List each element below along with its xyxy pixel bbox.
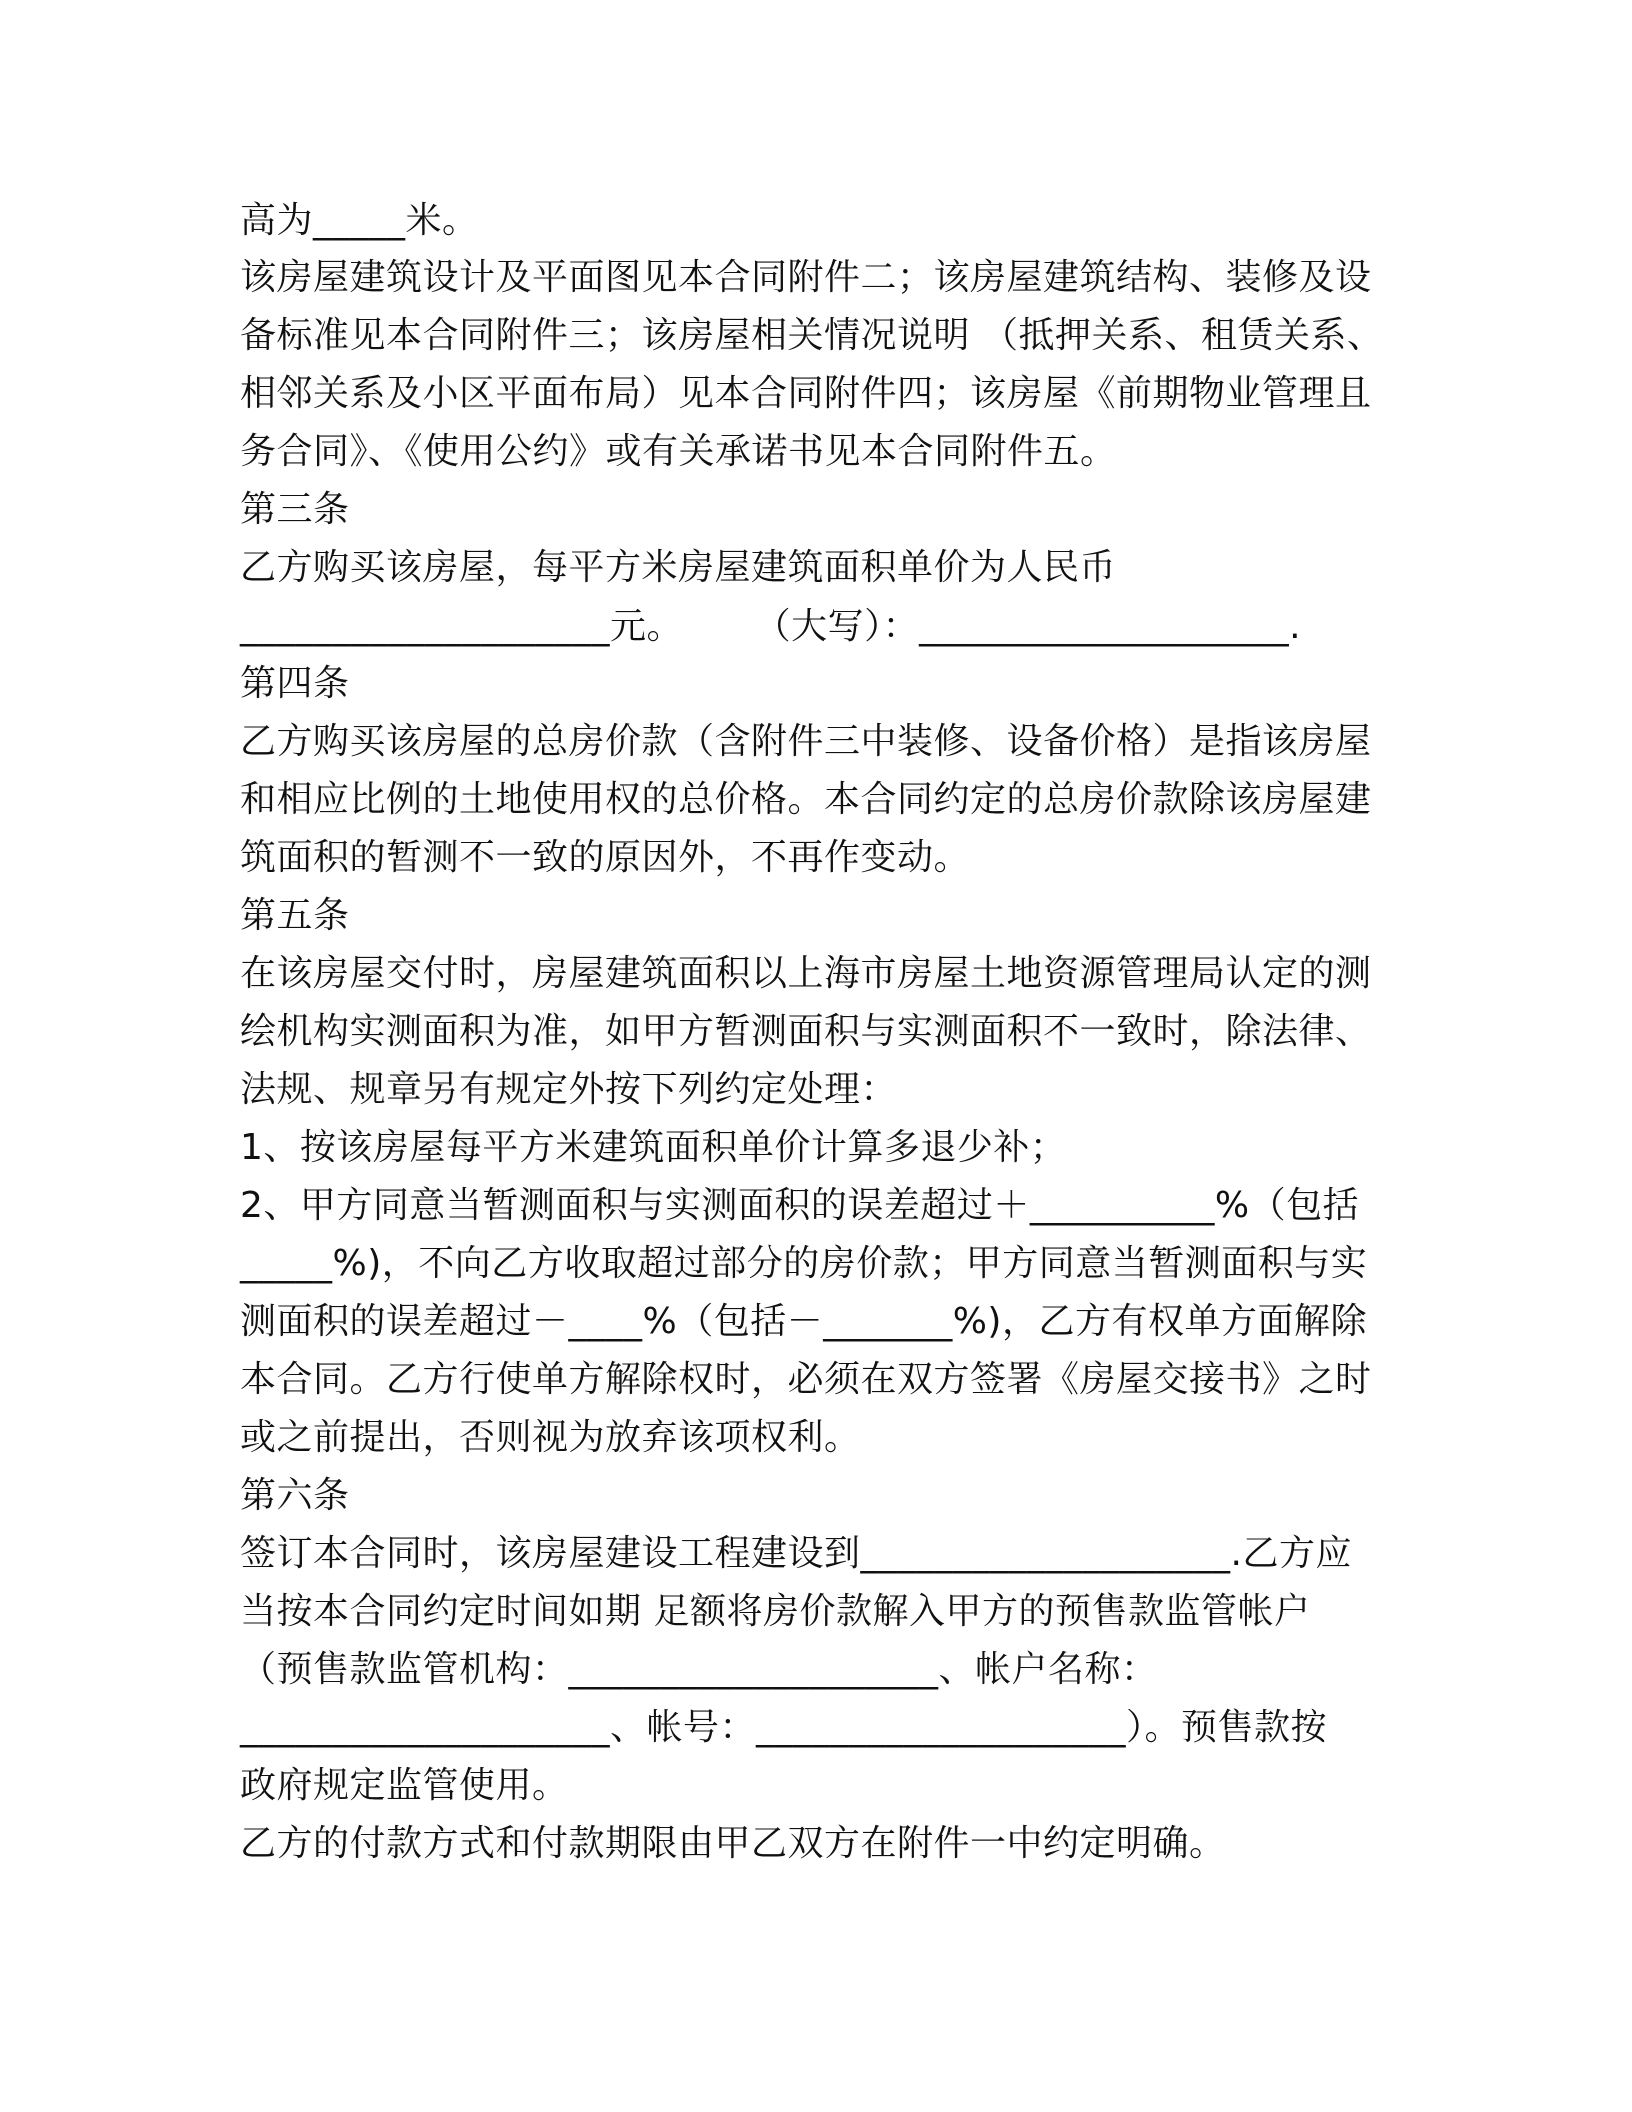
- text-line: 乙方购买该房屋的总房价款（含附件三中装修、设备价格）是指该房屋: [240, 721, 1372, 762]
- text-line: 法规、规章另有规定外按下列约定处理：: [240, 1069, 898, 1110]
- text-line: 乙方购买该房屋，每平方米房屋建筑面积单价为人民币: [240, 547, 1117, 588]
- text-line: 或之前提出，否则视为放弃该项权利。: [240, 1417, 861, 1458]
- text-line: 乙方的付款方式和付款期限由甲乙双方在附件一中约定明确。: [240, 1823, 1226, 1864]
- text-line: ____________________元。 （大写）：____________________.: [240, 606, 1302, 647]
- text-line: 绘机构实测面积为准，如甲方暂测面积与实测面积不一致时，除法律、: [240, 1011, 1372, 1052]
- text-line: _____%)，不向乙方收取超过部分的房价款；甲方同意当暂测面积与实: [240, 1243, 1368, 1284]
- text-line: 1、按该房屋每平方米建筑面积单价计算多退少补；: [240, 1127, 1067, 1168]
- text-line: 2、甲方同意当暂测面积与实测面积的误差超过＋__________%（包括: [240, 1185, 1360, 1226]
- text-line: （预售款监管机构：____________________、帐户名称：: [240, 1649, 1158, 1690]
- text-line: 和相应比例的土地使用权的总价格。本合同约定的总房价款除该房屋建: [240, 779, 1372, 820]
- article-heading: 第三条: [240, 489, 350, 530]
- text-line: 测面积的误差超过－____%（包括－_______%)，乙方有权单方面解除: [240, 1301, 1367, 1342]
- text-line: 签订本合同时，该房屋建设工程建设到____________________.乙方应: [240, 1533, 1352, 1574]
- text-line: 政府规定监管使用。: [240, 1765, 569, 1806]
- text-line: 本合同。乙方行使单方解除权时，必须在双方签署《房屋交接书》之时: [240, 1359, 1372, 1400]
- text-line: 高为_____米。: [240, 200, 479, 241]
- text-line: 务合同》、《使用公约》或有关承诺书见本合同附件五。: [240, 431, 1117, 472]
- text-line: 当按本合同约定时间如期 足额将房价款解入甲方的预售款监管帐户: [240, 1591, 1311, 1632]
- text-line: 该房屋建筑设计及平面图见本合同附件二；该房屋建筑结构、装修及设: [240, 257, 1372, 298]
- article-heading: 第六条: [240, 1475, 350, 1516]
- article-heading: 第五条: [240, 895, 350, 936]
- article-heading: 第四条: [240, 663, 350, 704]
- text-line: ____________________、帐号：____________________）。预售款按: [240, 1707, 1328, 1748]
- text-line: 在该房屋交付时，房屋建筑面积以上海市房屋土地资源管理局认定的测: [240, 953, 1372, 994]
- text-line: 备标准见本合同附件三；该房屋相关情况说明 （抵押关系、租赁关系、: [240, 315, 1384, 356]
- text-line: 筑面积的暂测不一致的原因外，不再作变动。: [240, 837, 971, 878]
- text-line: 相邻关系及小区平面布局）见本合同附件四；该房屋《前期物业管理且: [240, 373, 1372, 414]
